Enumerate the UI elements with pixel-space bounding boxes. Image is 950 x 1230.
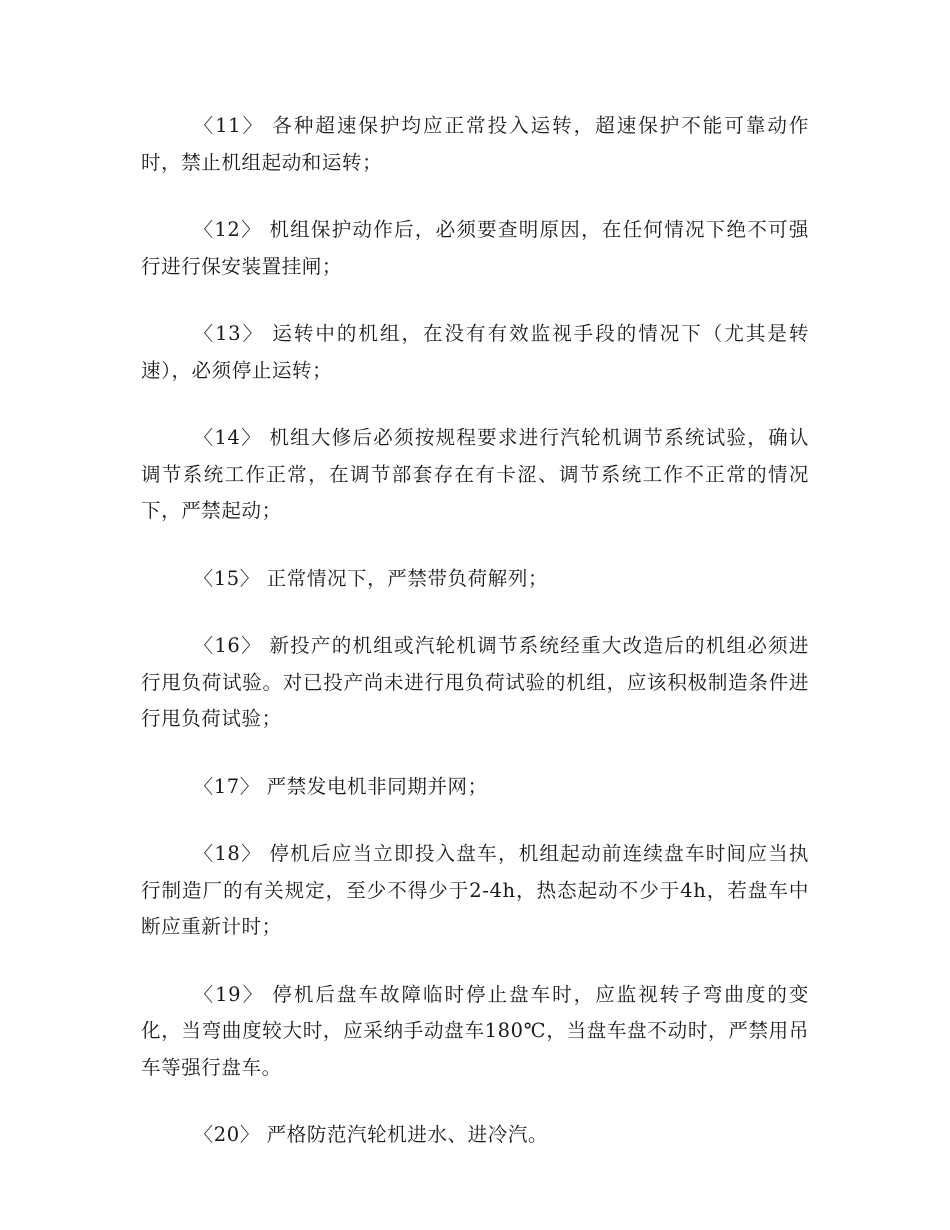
paragraph-item-18: 〈18〉 停机后应当立即投入盘车，机组起动前连续盘车时间应当执行制造厂的有关规定，至少不得少于2-4h，热态起动不少于4h，若盘车中断应重新计时； [141,842,809,938]
document-body [141,108,809,1185]
paragraph-item-12: 〈12〉 机组保护动作后，必须要查明原因，在任何情况下绝不可强行进行保安装置挂闸； [141,218,809,278]
paragraph-item-14: 〈14〉 机组大修后必须按规程要求进行汽轮机调节系统试验，确认调节系统工作正常，在调节部套存在有卡涩、调节系统工作不正常的情况下，严禁起动； [141,426,809,522]
paragraph-item-15: 〈15〉 正常情况下，严禁带负荷解列； [193,566,549,590]
paragraph-item-11: 〈11〉 各种超速保护均应正常投入运转，超速保护不能可靠动作时，禁止机组起动和运转； [141,114,809,174]
paragraph-item-16: 〈16〉 新投产的机组或汽轮机调节系统经重大改造后的机组必须进行甩负荷试验。对已投产尚未进行甩负荷试验的机组，应该积极制造条件进行甩负荷试验； [141,634,809,730]
paragraph-item-20: 〈20〉 严格防范汽轮机进水、进冷汽。 [193,1123,549,1146]
paragraph-item-19: 〈19〉 停机后盘车故障临时停止盘车时，应监视转子弯曲度的变化，当弯曲度较大时，应采纳手动盘车180℃，当盘车盘不动时，严禁用吊车等强行盘车。 [141,982,809,1079]
paragraph-item-17: 〈17〉 严禁发电机非同期并网； [193,774,488,798]
paragraph-item-13: 〈13〉 运转中的机组，在没有有效监视手段的情况下（尤其是转速），必须停止运转； [141,322,809,382]
